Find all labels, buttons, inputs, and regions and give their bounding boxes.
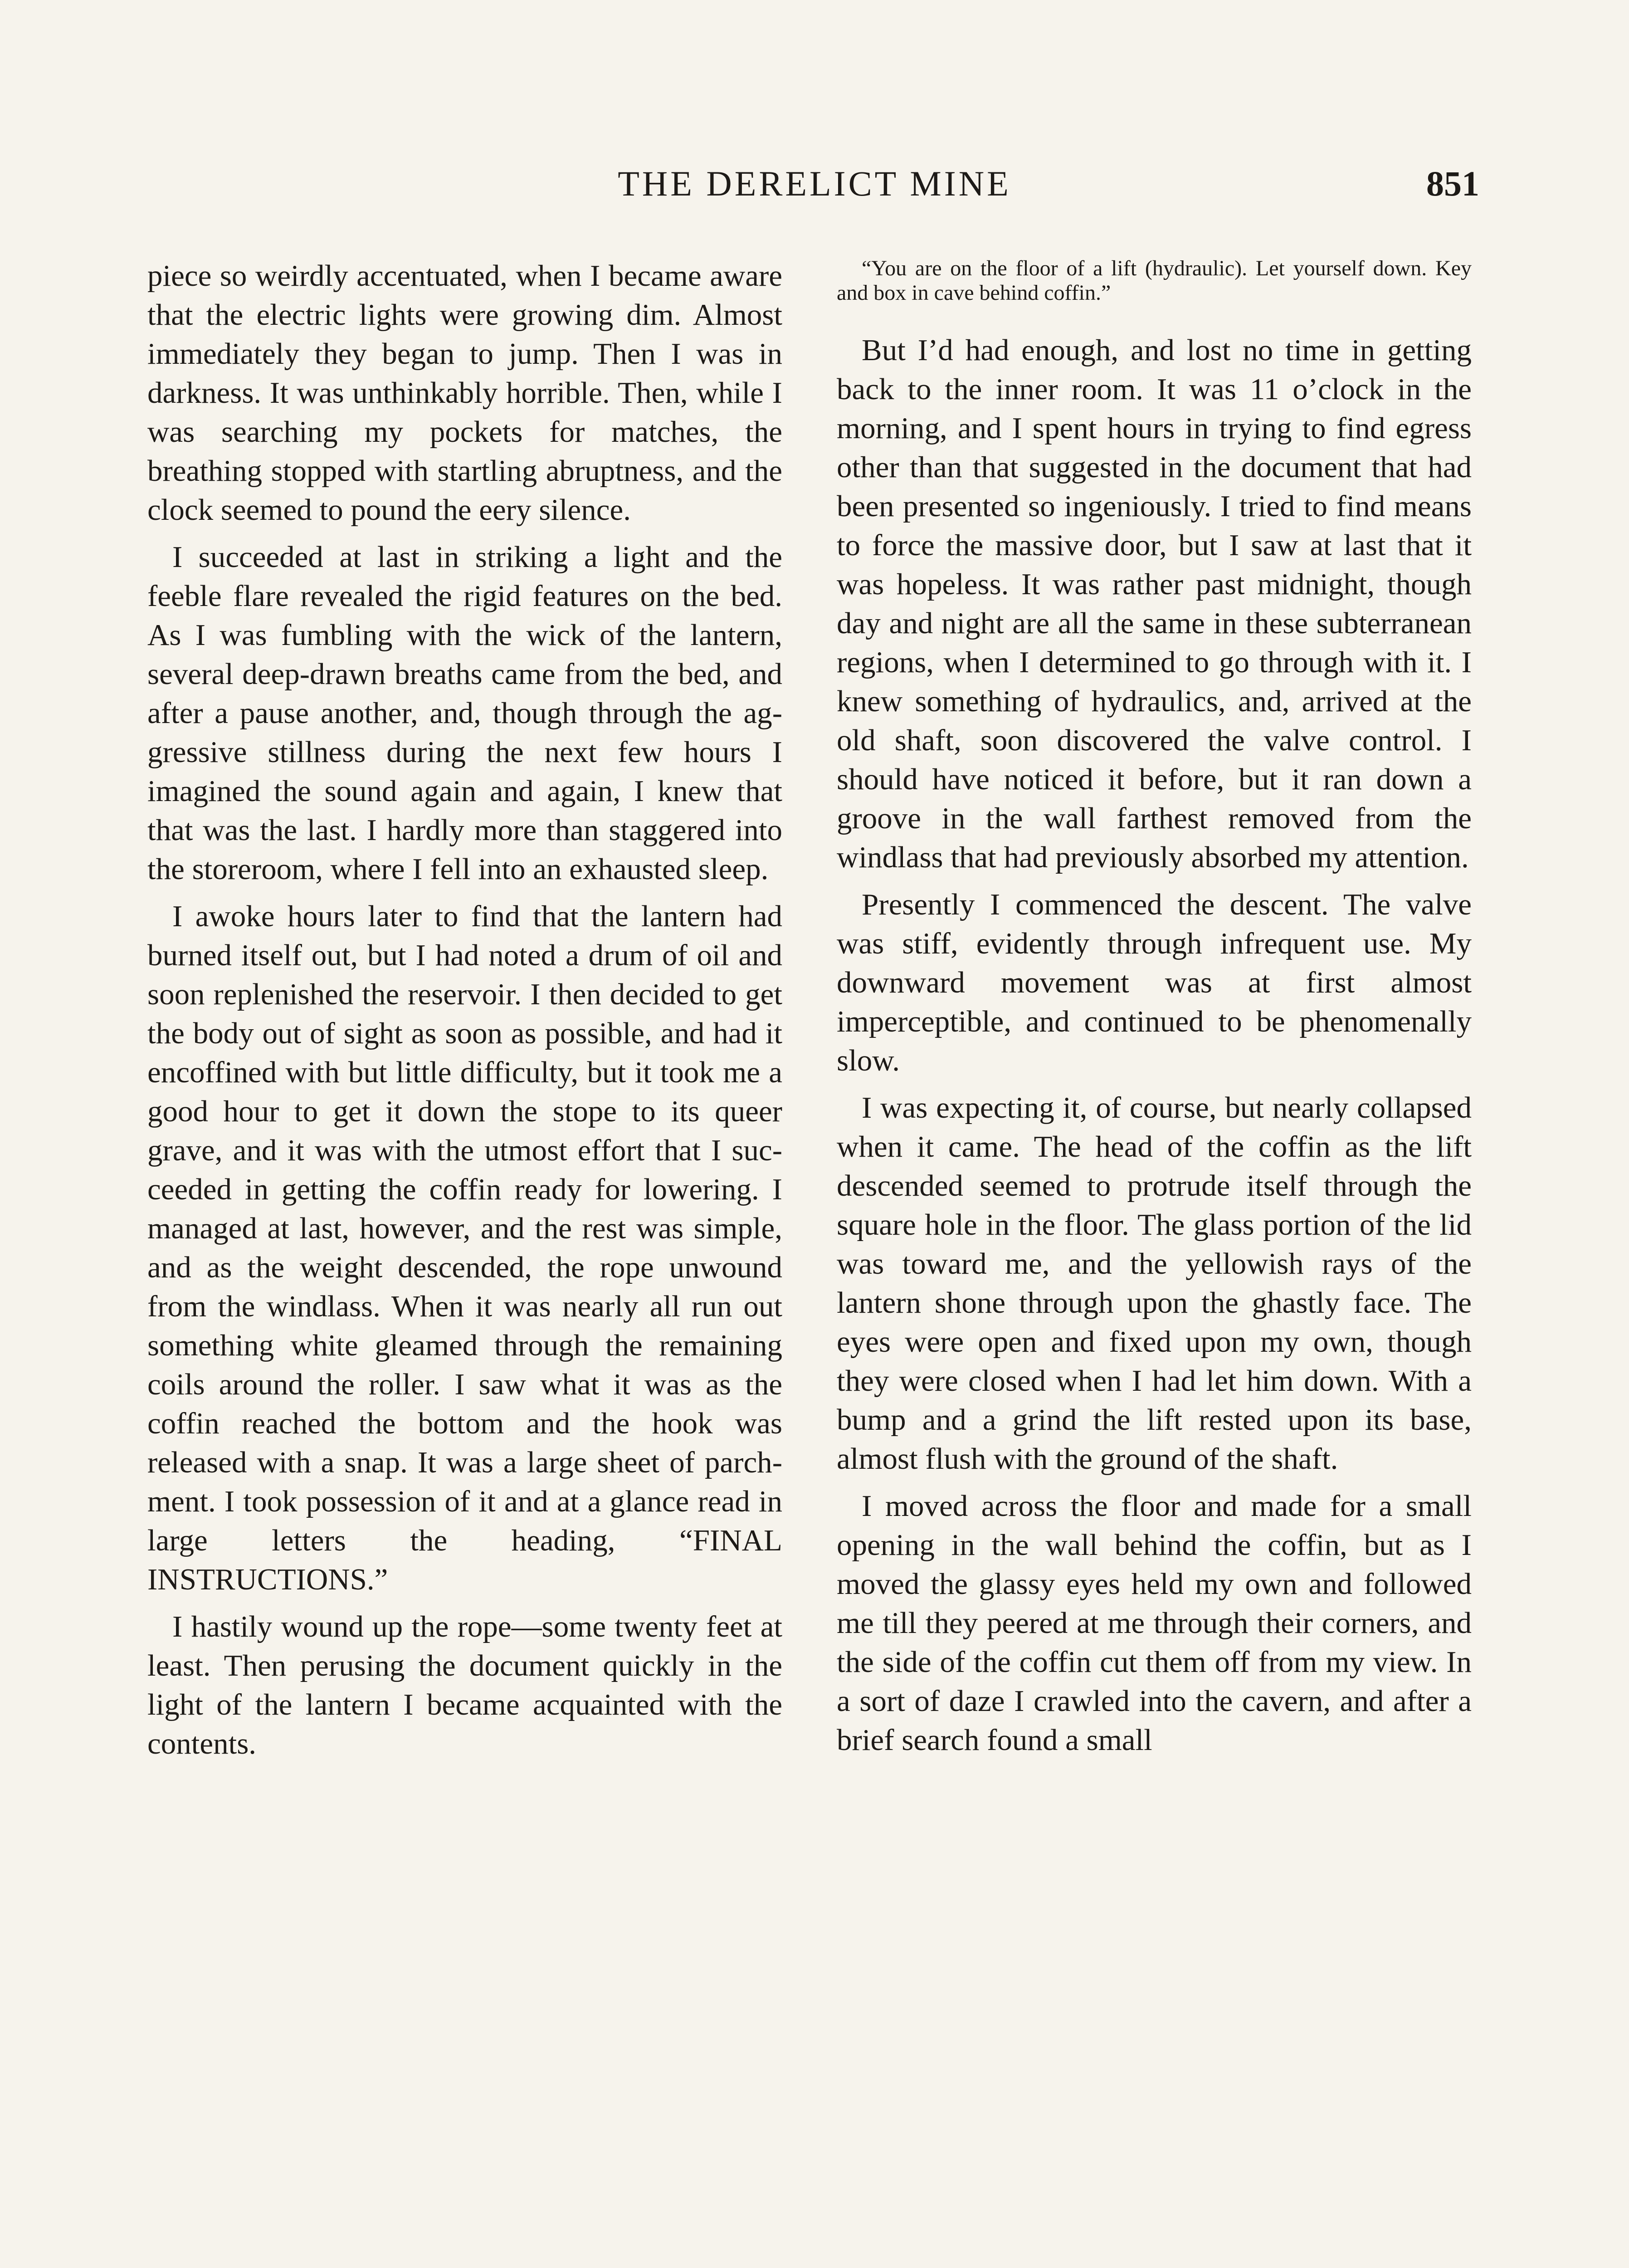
running-title: THE DERELICT MINE — [618, 164, 1011, 203]
paragraph: I hastily wound up the rope—some twenty feet at least. Then perusing the document quickly in the light of the lantern I became acquainted with the contents. — [147, 1610, 782, 1760]
paragraph: I succeeded at last in striking a light and the feeble flare revealed the rigid features on the bed. As I was fumbling with the wick of the lantern, several deep-drawn breaths came from the bed, and after a pause another, and, though through the aggressive stillness during the next few hours I imagined the sound again and again, I knew that that was the last. I hardly more than staggered into the storeroom, where I fell into an exhausted sleep. — [147, 540, 782, 886]
paragraph: I awoke hours later to find that the lantern had burned itself out, but I had noted a drum of oil and soon replenished the reservoir. I then decided to get the body out of sight as soon as possible, and had it encoffined with but little difficulty, but it took me a good hour to get it down the stope to its queer grave, and it was with the utmost effort that I succeeded in getting the coffin ready for lowering. I managed at last, however, and the rest was simple, and as the weight descended, the rope unwound from the windlass. When it was nearly all run out something white gleamed through the remaining coils around the roller. I saw what it was as the coffin reached the bottom and the hook was released with a snap. It was a large sheet of parchment. I took possession of it and at a glance read in large letters the heading, “FINAL INSTRUCTIONS.” — [147, 899, 782, 1596]
left-column — [147, 256, 782, 1763]
page-number: 851 — [1426, 164, 1479, 203]
paragraph: Presently I commenced the descent. The valve was stiff, evidently through infrequent use. My downward movement was at first almost imperceptible, and continued to be phenomenally slow. — [837, 888, 1472, 1077]
instructions-quote: “You are on the floor of a lift (hydraulic). Let yourself down. Key and box in cave behind coffin.” — [837, 256, 1472, 305]
running-head — [0, 163, 1629, 213]
paragraph: I was expecting it, of course, but nearly collapsed when it came. The head of the coffin as the lift descended seemed to protrude itself through the square hole in the floor. The glass portion of the lid was toward me, and the yellowish rays of the lantern shone through upon the ghastly face. The eyes were open and fixed upon my own, though they were closed when I had let him down. With a bump and a grind the lift rested upon its base, almost flush with the ground of the shaft. — [837, 1091, 1472, 1476]
paragraph: piece so weirdly accentuated, when I became aware that the electric lights were growing dim. Almost immediately they began to jump. Then I was in darkness. It was unthinkably horrible. Then, while I was searching my pockets for matches, the breathing stopped with startling abruptness, and the clock seemed to pound the eery silence. — [147, 259, 782, 527]
paragraph: I moved across the floor and made for a small opening in the wall behind the coffin, but as I moved the glassy eyes held my own and followed me till they peered at me through their corners, and the side of the coffin cut them off from my view. In a sort of daze I crawled into the cavern, and after a brief search found a small — [837, 1489, 1472, 1757]
right-column — [837, 256, 1472, 1760]
paragraph: But I’d had enough, and lost no time in getting back to the inner room. It was 11 o’clock in the morning, and I spent hours in trying to find egress other than that suggested in the document that had been presented so ingeniously. I tried to find means to force the massive door, but I saw at last that it was hopeless. It was rather past midnight, though day and night are all the same in these subterranean regions, when I determined to go through with it. I knew something of hydraulics, and, arrived at the old shaft, soon discovered the valve control. I should have noticed it before, but it ran down a groove in the wall farthest removed from the windlass that had previously absorbed my attention. — [837, 333, 1472, 874]
